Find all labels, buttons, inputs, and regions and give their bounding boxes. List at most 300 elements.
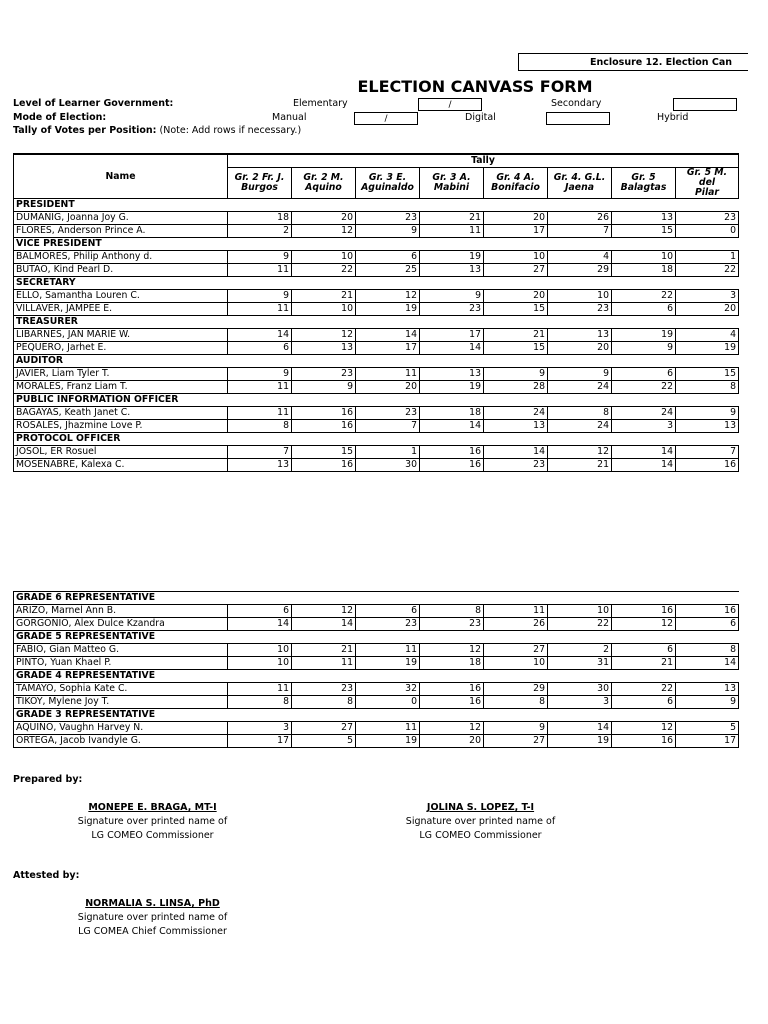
table-row [14, 342, 739, 355]
vote-cell: 9 [228, 251, 292, 264]
signatory-role: LG COMEO Commissioner [419, 830, 542, 841]
digital-label: Digital [465, 112, 496, 123]
vote-cell: 13 [292, 342, 356, 355]
vote-cell: 1 [676, 251, 739, 264]
position-title: PRESIDENT [14, 199, 739, 212]
vote-cell: 15 [484, 303, 548, 316]
vote-cell: 12 [612, 618, 676, 631]
signatory-role: LG COMEO Commissioner [91, 830, 214, 841]
vote-cell: 10 [484, 251, 548, 264]
vote-cell: 14 [228, 329, 292, 342]
vote-cell: 19 [420, 381, 484, 394]
vote-cell: 19 [548, 735, 612, 748]
table-row [14, 683, 739, 696]
vote-cell: 0 [676, 225, 739, 238]
vote-cell: 8 [292, 696, 356, 709]
table-row [14, 696, 739, 709]
vote-cell: 13 [676, 683, 739, 696]
candidate-name: PEQUERO, Jarhet E. [14, 342, 228, 355]
vote-cell: 21 [292, 644, 356, 657]
manual-checkbox[interactable]: / [354, 112, 418, 125]
column-header-line: Gr. 2 M. [303, 172, 344, 183]
table-row [14, 605, 739, 618]
vote-cell: 15 [612, 225, 676, 238]
vote-cell: 29 [548, 264, 612, 277]
vote-cell: 26 [484, 618, 548, 631]
vote-cell: 14 [612, 446, 676, 459]
vote-cell: 12 [612, 722, 676, 735]
vote-cell: 23 [292, 683, 356, 696]
position-row [14, 433, 739, 446]
vote-cell: 28 [484, 381, 548, 394]
vote-cell: 9 [484, 722, 548, 735]
vote-cell: 29 [484, 683, 548, 696]
table-row [14, 446, 739, 459]
vote-cell: 22 [548, 618, 612, 631]
candidate-name: JOSOL, ER Rosuel [14, 446, 228, 459]
vote-cell: 32 [356, 683, 420, 696]
vote-cell: 19 [676, 342, 739, 355]
vote-cell: 27 [484, 264, 548, 277]
vote-cell: 17 [484, 225, 548, 238]
position-title: PUBLIC INFORMATION OFFICER [14, 394, 739, 407]
column-header [356, 168, 420, 199]
hybrid-label: Hybrid [657, 112, 689, 123]
column-header [612, 168, 676, 199]
position-row [14, 316, 739, 329]
vote-cell: 27 [292, 722, 356, 735]
signatory-name: NORMALIA S. LINSA, PhD [85, 898, 220, 909]
vote-cell: 16 [420, 459, 484, 472]
table-row [14, 212, 739, 225]
signature-block-attested [40, 897, 265, 939]
vote-cell: 15 [292, 446, 356, 459]
column-header-line: Mabini [433, 182, 470, 193]
vote-cell: 21 [484, 329, 548, 342]
vote-cell: 23 [356, 407, 420, 420]
column-header-line: Aguinaldo [361, 182, 414, 193]
table-row [14, 722, 739, 735]
tally-table-officers [13, 153, 739, 472]
vote-cell: 27 [484, 735, 548, 748]
vote-cell: 20 [420, 735, 484, 748]
vote-cell: 16 [676, 459, 739, 472]
table-row [14, 459, 739, 472]
table-row [14, 420, 739, 433]
vote-cell: 23 [420, 618, 484, 631]
position-title: GRADE 6 REPRESENTATIVE [14, 592, 739, 605]
vote-cell: 24 [484, 407, 548, 420]
position-row [14, 199, 739, 212]
manual-label: Manual [272, 112, 307, 123]
vote-cell: 22 [612, 290, 676, 303]
table-row [14, 264, 739, 277]
position-title: VICE PRESIDENT [14, 238, 739, 251]
candidate-name: BALMORES, Philip Anthony d. [14, 251, 228, 264]
table-row [14, 618, 739, 631]
column-header-line: Gr. 3 E. [368, 172, 407, 183]
vote-cell: 9 [612, 342, 676, 355]
vote-cell: 14 [484, 446, 548, 459]
vote-cell: 16 [292, 420, 356, 433]
vote-cell: 10 [612, 251, 676, 264]
candidate-name: BAGAYAS, Keath Janet C. [14, 407, 228, 420]
signature-block-2 [368, 801, 593, 843]
position-row [14, 709, 739, 722]
signatory-caption: Signature over printed name of [77, 912, 228, 923]
vote-cell: 6 [612, 368, 676, 381]
vote-cell: 23 [356, 618, 420, 631]
vote-cell: 16 [420, 696, 484, 709]
vote-cell: 13 [228, 459, 292, 472]
vote-cell: 23 [548, 303, 612, 316]
vote-cell: 13 [420, 368, 484, 381]
vote-cell: 14 [228, 618, 292, 631]
vote-cell: 9 [228, 290, 292, 303]
vote-cell: 6 [676, 618, 739, 631]
vote-cell: 7 [228, 446, 292, 459]
vote-cell: 3 [548, 696, 612, 709]
column-header-line: Burgos [241, 182, 278, 193]
vote-cell: 8 [228, 696, 292, 709]
table-row [14, 644, 739, 657]
candidate-name: MOSENABRE, Kalexa C. [14, 459, 228, 472]
column-header-line: Gr. 4 A. [496, 172, 535, 183]
position-row [14, 592, 739, 605]
vote-cell: 9 [420, 290, 484, 303]
vote-cell: 31 [548, 657, 612, 670]
column-header-line: Pilar [694, 187, 720, 198]
vote-cell: 11 [484, 605, 548, 618]
candidate-name: ELLO, Samantha Louren C. [14, 290, 228, 303]
candidate-name: DUMANIG, Joanna Joy G. [14, 212, 228, 225]
vote-cell: 16 [292, 407, 356, 420]
vote-cell: 9 [676, 696, 739, 709]
vote-cell: 10 [292, 251, 356, 264]
candidate-name: PINTO, Yuan Khael P. [14, 657, 228, 670]
vote-cell: 11 [228, 381, 292, 394]
vote-cell: 9 [228, 368, 292, 381]
vote-cell: 7 [356, 420, 420, 433]
table-row [14, 407, 739, 420]
vote-cell: 23 [356, 212, 420, 225]
vote-cell: 23 [484, 459, 548, 472]
table-row [14, 329, 739, 342]
vote-cell: 9 [676, 407, 739, 420]
vote-cell: 12 [292, 329, 356, 342]
vote-cell: 20 [292, 212, 356, 225]
vote-cell: 16 [420, 683, 484, 696]
vote-cell: 12 [548, 446, 612, 459]
tally-table-representatives [13, 591, 739, 748]
vote-cell: 6 [612, 303, 676, 316]
signature-block-1 [40, 801, 265, 843]
column-header-line: Gr. 5 [631, 172, 656, 183]
vote-cell: 27 [484, 644, 548, 657]
vote-cell: 7 [676, 446, 739, 459]
vote-cell: 13 [676, 420, 739, 433]
column-header-line: Bonifacio [491, 182, 540, 193]
vote-cell: 13 [420, 264, 484, 277]
column-header-line: Balagtas [620, 182, 667, 193]
vote-cell: 20 [484, 290, 548, 303]
vote-cell: 11 [228, 407, 292, 420]
candidate-name: FABIO, Gian Matteo G. [14, 644, 228, 657]
tally-note [13, 125, 301, 136]
vote-cell: 14 [420, 342, 484, 355]
column-header-line: Gr. 5 M. del [686, 167, 728, 188]
vote-cell: 18 [612, 264, 676, 277]
signatory-caption: Signature over printed name of [77, 816, 228, 827]
vote-cell: 0 [356, 696, 420, 709]
vote-cell: 20 [548, 342, 612, 355]
vote-cell: 8 [548, 407, 612, 420]
position-title: PROTOCOL OFFICER [14, 433, 739, 446]
vote-cell: 6 [356, 605, 420, 618]
vote-cell: 2 [228, 225, 292, 238]
column-header [484, 168, 548, 199]
vote-cell: 16 [676, 605, 739, 618]
vote-cell: 23 [292, 368, 356, 381]
vote-cell: 11 [356, 722, 420, 735]
table-row [14, 368, 739, 381]
vote-cell: 5 [292, 735, 356, 748]
column-header-line: Jaena [565, 182, 594, 193]
vote-cell: 18 [420, 407, 484, 420]
vote-cell: 4 [548, 251, 612, 264]
position-title: AUDITOR [14, 355, 739, 368]
vote-cell: 20 [484, 212, 548, 225]
vote-cell: 17 [356, 342, 420, 355]
level-label: Level of Learner Government: [13, 98, 174, 109]
table-row [14, 251, 739, 264]
position-row [14, 238, 739, 251]
vote-cell: 21 [420, 212, 484, 225]
vote-cell: 2 [548, 644, 612, 657]
candidate-name: ARIZO, Marnel Ann B. [14, 605, 228, 618]
vote-cell: 14 [548, 722, 612, 735]
signatory-caption: Signature over printed name of [405, 816, 556, 827]
vote-cell: 14 [612, 459, 676, 472]
vote-cell: 8 [420, 605, 484, 618]
vote-cell: 9 [548, 368, 612, 381]
vote-cell: 12 [420, 722, 484, 735]
candidate-name: LIBARNES, JAN MARIE W. [14, 329, 228, 342]
position-row [14, 277, 739, 290]
vote-cell: 12 [292, 605, 356, 618]
page-title: ELECTION CANVASS FORM [357, 77, 593, 96]
vote-cell: 23 [420, 303, 484, 316]
vote-cell: 4 [676, 329, 739, 342]
signatory-role: LG COMEA Chief Commissioner [78, 926, 227, 937]
position-title: TREASURER [14, 316, 739, 329]
candidate-name: GORGONIO, Alex Dulce Kzandra [14, 618, 228, 631]
candidate-name: AQUIÑO, Vaughn Harvey N. [14, 722, 228, 735]
vote-cell: 1 [356, 446, 420, 459]
vote-cell: 11 [292, 657, 356, 670]
attested-by-label: Attested by: [13, 870, 80, 881]
elementary-checkbox[interactable]: / [418, 98, 482, 111]
column-header-line: Gr. 3 A. [432, 172, 471, 183]
vote-cell: 16 [612, 605, 676, 618]
vote-cell: 22 [292, 264, 356, 277]
vote-cell: 19 [356, 657, 420, 670]
vote-cell: 14 [292, 618, 356, 631]
vote-cell: 6 [228, 605, 292, 618]
column-header-line: Gr. 2 Fr. J. [234, 172, 285, 183]
vote-cell: 14 [420, 420, 484, 433]
vote-cell: 6 [612, 696, 676, 709]
vote-cell: 6 [356, 251, 420, 264]
vote-cell: 10 [548, 290, 612, 303]
secondary-checkbox[interactable] [673, 98, 737, 111]
candidate-name: JAVIER, Liam Tyler T. [14, 368, 228, 381]
enclosure-label: Enclosure 12. Election Can [518, 53, 748, 71]
vote-cell: 10 [228, 657, 292, 670]
name-header: Name [14, 154, 228, 199]
vote-cell: 10 [548, 605, 612, 618]
secondary-label: Secondary [551, 98, 602, 109]
vote-cell: 24 [548, 381, 612, 394]
candidate-name: TIKOY, Mylene Joy T. [14, 696, 228, 709]
candidate-name: ORTEGA, Jacob Ivandyle G. [14, 735, 228, 748]
vote-cell: 30 [548, 683, 612, 696]
candidate-name: MORALES, Franz Liam T. [14, 381, 228, 394]
candidate-name: BUTAO, Kind Pearl D. [14, 264, 228, 277]
vote-cell: 26 [548, 212, 612, 225]
vote-cell: 8 [676, 381, 739, 394]
vote-cell: 11 [356, 644, 420, 657]
column-header [292, 168, 356, 199]
position-row [14, 355, 739, 368]
vote-cell: 25 [356, 264, 420, 277]
table-row [14, 657, 739, 670]
column-header [420, 168, 484, 199]
candidate-name: TAMAYO, Sophia Kate C. [14, 683, 228, 696]
table-row [14, 290, 739, 303]
signatory-name: JOLINA S. LOPEZ, T-I [426, 802, 535, 813]
vote-cell: 9 [484, 368, 548, 381]
vote-cell: 10 [484, 657, 548, 670]
vote-cell: 21 [612, 657, 676, 670]
vote-cell: 10 [292, 303, 356, 316]
vote-cell: 22 [676, 264, 739, 277]
vote-cell: 9 [356, 225, 420, 238]
vote-cell: 12 [356, 290, 420, 303]
vote-cell: 30 [356, 459, 420, 472]
vote-cell: 18 [420, 657, 484, 670]
table-row [14, 381, 739, 394]
vote-cell: 11 [228, 303, 292, 316]
vote-cell: 24 [612, 407, 676, 420]
vote-cell: 6 [612, 644, 676, 657]
elementary-label: Elementary [293, 98, 348, 109]
table-row [14, 735, 739, 748]
candidate-name: VILLAVER, JAMPEE E. [14, 303, 228, 316]
vote-cell: 3 [612, 420, 676, 433]
vote-cell: 17 [228, 735, 292, 748]
vote-cell: 24 [548, 420, 612, 433]
vote-cell: 7 [548, 225, 612, 238]
vote-cell: 6 [228, 342, 292, 355]
vote-cell: 11 [420, 225, 484, 238]
vote-cell: 9 [292, 381, 356, 394]
vote-cell: 13 [484, 420, 548, 433]
tally-note-text: (Note: Add rows if necessary.) [159, 125, 302, 136]
position-title: GRADE 3 REPRESENTATIVE [14, 709, 739, 722]
vote-cell: 20 [356, 381, 420, 394]
vote-cell: 17 [420, 329, 484, 342]
vote-cell: 16 [420, 446, 484, 459]
vote-cell: 20 [676, 303, 739, 316]
position-row [14, 394, 739, 407]
column-header-line: Aquino [305, 182, 342, 193]
vote-cell: 21 [548, 459, 612, 472]
mode-label: Mode of Election: [13, 112, 107, 123]
position-title: SECRETARY [14, 277, 739, 290]
position-row [14, 670, 739, 683]
vote-cell: 3 [228, 722, 292, 735]
vote-cell: 21 [292, 290, 356, 303]
vote-cell: 12 [420, 644, 484, 657]
column-header [676, 168, 739, 199]
position-title: GRADE 5 REPRESENTATIVE [14, 631, 739, 644]
vote-cell: 14 [356, 329, 420, 342]
table-row [14, 225, 739, 238]
signatory-name: MONEPE E. BRAGA, MT-I [88, 802, 217, 813]
vote-cell: 10 [228, 644, 292, 657]
vote-cell: 12 [292, 225, 356, 238]
vote-cell: 19 [612, 329, 676, 342]
vote-cell: 3 [676, 290, 739, 303]
vote-cell: 11 [356, 368, 420, 381]
tally-header: Tally [228, 154, 739, 168]
vote-cell: 19 [420, 251, 484, 264]
vote-cell: 8 [484, 696, 548, 709]
prepared-by-label: Prepared by: [13, 774, 83, 785]
vote-cell: 11 [228, 683, 292, 696]
candidate-name: ROSALES, Jhazmine Love P. [14, 420, 228, 433]
vote-cell: 13 [548, 329, 612, 342]
vote-cell: 22 [612, 381, 676, 394]
vote-cell: 15 [676, 368, 739, 381]
vote-cell: 19 [356, 303, 420, 316]
tally-note-label: Tally of Votes per Position: [13, 125, 157, 136]
column-header [228, 168, 292, 199]
table-row [14, 303, 739, 316]
vote-cell: 17 [676, 735, 739, 748]
vote-cell: 16 [612, 735, 676, 748]
vote-cell: 22 [612, 683, 676, 696]
vote-cell: 8 [676, 644, 739, 657]
vote-cell: 13 [612, 212, 676, 225]
vote-cell: 18 [228, 212, 292, 225]
vote-cell: 15 [484, 342, 548, 355]
column-header-line: Gr. 4. G.L. [553, 172, 606, 183]
vote-cell: 14 [676, 657, 739, 670]
vote-cell: 8 [228, 420, 292, 433]
vote-cell: 11 [228, 264, 292, 277]
digital-checkbox[interactable] [546, 112, 610, 125]
candidate-name: FLORES, Anderson Prince A. [14, 225, 228, 238]
vote-cell: 23 [676, 212, 739, 225]
vote-cell: 16 [292, 459, 356, 472]
column-header [548, 168, 612, 199]
vote-cell: 19 [356, 735, 420, 748]
position-title: GRADE 4 REPRESENTATIVE [14, 670, 739, 683]
position-row [14, 631, 739, 644]
vote-cell: 5 [676, 722, 739, 735]
